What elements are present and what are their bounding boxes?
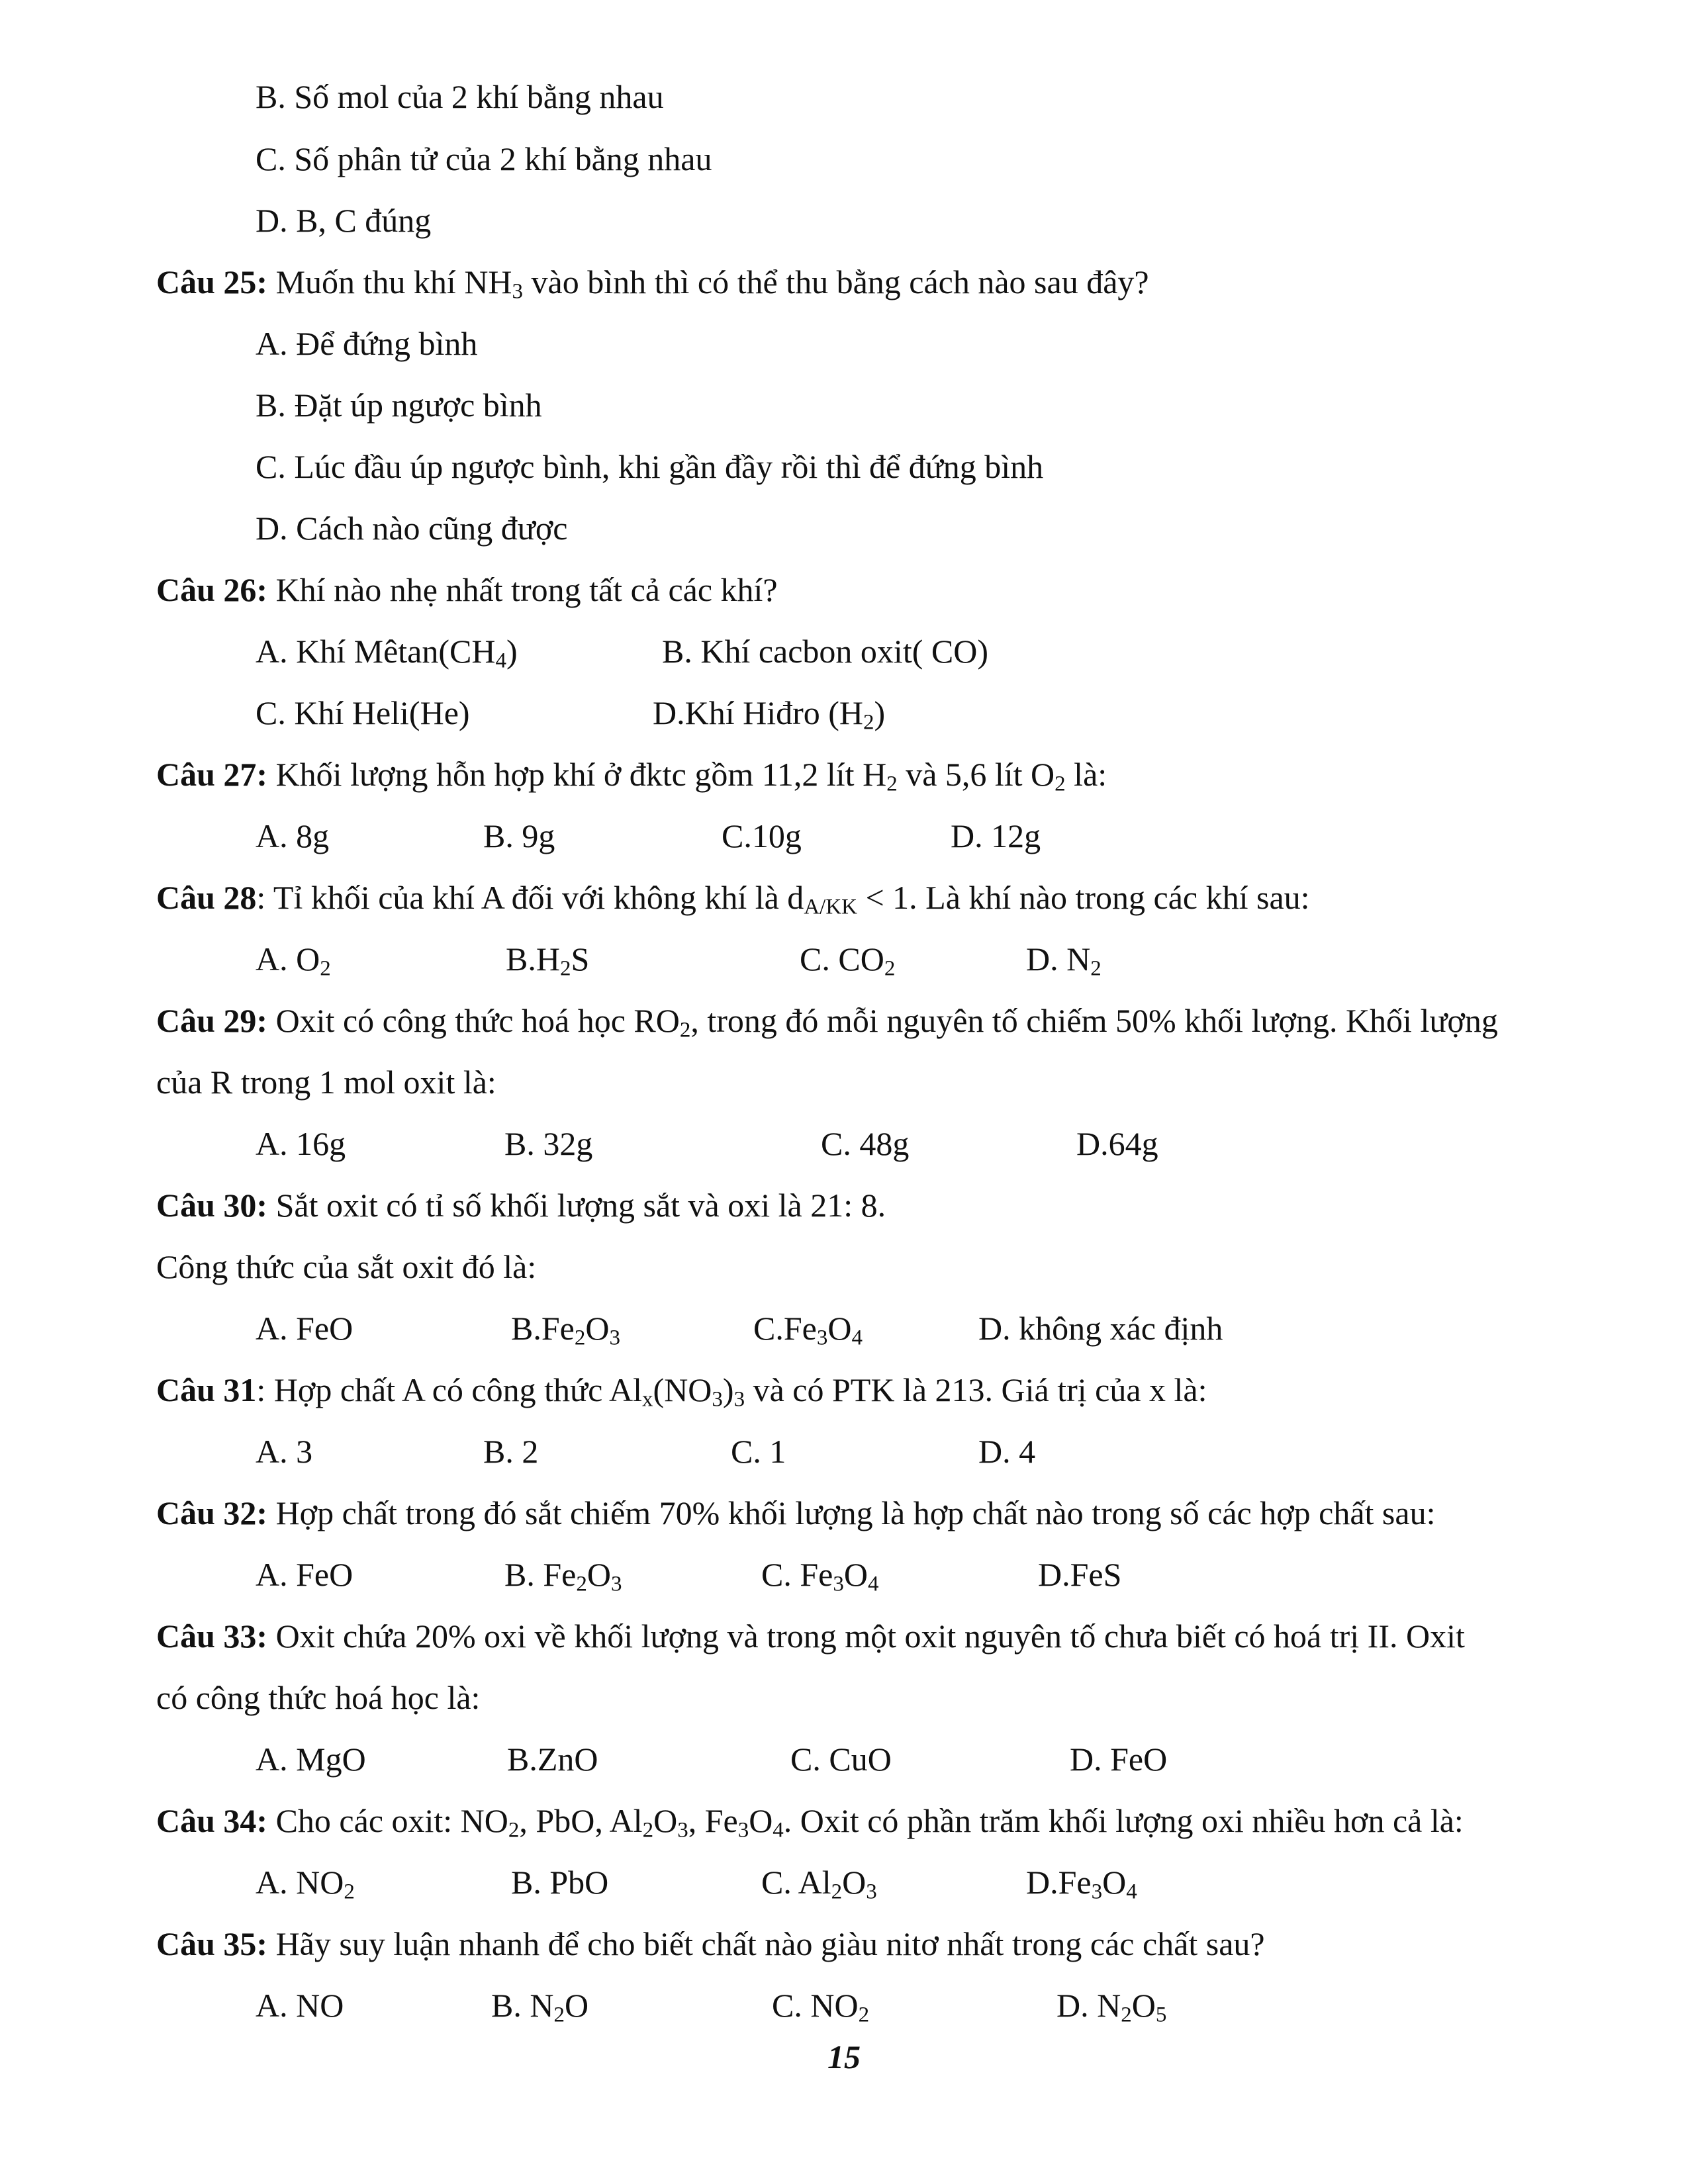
q30-option-b: $B.Fe_2O_3$ [511,1310,620,1350]
q31-option-c: C. 1 [731,1433,786,1470]
q27-option-c: C.10g [722,817,802,854]
q29-stem: Câu 29: Oxit có công thức hoá học $RO_2$, trong đó mỗi nguyên tố chiếm 50% khối lượng. Khối lượng [156,1002,1498,1042]
q25-label: Câu 25: [156,263,268,300]
q26-option-b: B. Khí cacbon oxit( CO) [662,633,988,670]
q33-option-b: B.ZnO [507,1741,598,1778]
q28-option-c: C. $CO_2$ [800,940,896,981]
q29-label: Câu 29: [156,1002,268,1039]
q29-option-c: C. 48g [821,1125,910,1162]
q30-option-c: $C.Fe_3O_4$ [753,1310,863,1350]
q26-option-c: C. Khí Heli(He) [256,694,470,731]
q35-option-d: D. $N_2O_5$ [1056,1987,1167,2027]
q28-label: Câu 28 [156,879,257,916]
q32-label: Câu 32: [156,1494,268,1531]
q31-stem: Câu 31: Hợp chất A có công thức $Al_x(NO_3)_3$ và có PTK là 213. Giá trị của x là: [156,1371,1207,1412]
q24-option-d: D. B, C đúng [256,202,432,239]
q30-option-a: A. FeO [256,1310,353,1347]
q30-option-d: D. không xác định [978,1310,1223,1347]
q25-option-c: C. Lúc đầu úp ngược bình, khi gần đầy rồi thì để đứng bình [256,448,1044,485]
q33-stem-line2: có công thức hoá học là: [156,1679,481,1716]
q29-option-b: B. 32g [504,1125,593,1162]
q29-stem-line2: của R trong 1 mol oxit là: [156,1064,496,1101]
q25-option-a: A. Để đứng bình [256,325,478,362]
q26-option-a: A. Khí $Mê\tan(CH_4)$ [256,633,518,673]
q34-label: Câu 34: [156,1802,268,1839]
q31-option-b: B. 2 [483,1433,539,1470]
q26-stem [156,570,778,610]
q35-label: Câu 35: [156,1925,268,1962]
q27-option-b: B. 9g [483,817,555,854]
q32-option-c: C. $Fe_3O_4$ [761,1556,879,1596]
q31-option-a: A. 3 [256,1433,313,1470]
q24-option-b: B. Số mol của 2 khí bằng nhau [256,78,664,115]
q33-stem: Câu 33: Oxit chứa 20% oxi về khối lượng và trong một oxit nguyên tố chưa biết có hoá trị II. Oxit [156,1617,1465,1655]
q28-stem: Câu 28: Tỉ khối của khí A đối với không khí là $d_{A/KK} < 1$. Là khí nào trong các khí sau: [156,879,1310,919]
q35-option-c: C. $NO_2$ [772,1987,870,2027]
q30-label: Câu 30: [156,1187,268,1224]
q34-option-c: C. $Al_2O_3$ [761,1864,877,1904]
q27-option-d: D. 12g [951,817,1041,854]
q26-option-d: D.Khí Hiđro $(H_2)$ [653,694,886,735]
q24-option-c: C. Số phân tử của 2 khí bằng nhau [256,140,712,177]
q31-option-d: D. 4 [978,1433,1036,1470]
q34-option-b: B. PbO [511,1864,609,1901]
q32-option-a: A. FeO [256,1556,353,1593]
q32-option-d: D.FeS [1038,1556,1122,1593]
q34-option-d: $D.Fe_3O_4$ [1026,1864,1137,1904]
q33-label: Câu 33: [156,1617,268,1655]
q25-option-d: D. Cách nào cũng được [256,510,568,547]
q26-label: Câu 26: [156,571,268,608]
q33-option-d: D. FeO [1070,1741,1168,1778]
q25-text: vào bình thì có thể thu bằng cách nào sau đây? [523,263,1149,300]
q29-option-a: A. 16g [256,1125,346,1162]
q28-option-b: $B.H_2S$ [506,940,590,981]
q35-stem: Câu 35: Hãy suy luận nhanh để cho biết chất nào giàu nitơ nhất trong các chất sau? [156,1925,1265,1962]
q27-stem: Câu 27: Khối lượng hỗn hợp khí ở đktc gồm 11,2 lít $H_2$ và 5,6 lít $O_2$ là: [156,756,1107,796]
q25-text: Muốn thu khí NH [267,263,512,300]
q34-stem: Câu 34: Cho các oxit: $NO_2$, PbO, $Al_2O_3$, $Fe_3O_4$. Oxit có phần trăm khối lượng oxi nhiều hơn cả là: [156,1802,1464,1843]
q25-sub: 3 [512,279,524,304]
q30-stem: Câu 30: Sắt oxit có tỉ số khối lượng sắt và oxi là 21: 8. [156,1187,886,1224]
q28-option-d: D. $N_2$ [1026,940,1102,981]
q34-option-a: A. $NO_2$ [256,1864,355,1904]
q27-option-a: A. 8g [256,817,330,854]
q35-option-a: A. NO [256,1987,344,2024]
page-number: 15 [827,2038,861,2075]
q32-stem: Câu 32: Hợp chất trong đó sắt chiếm 70% khối lượng là hợp chất nào trong số các hợp chất sau: [156,1494,1436,1531]
q25-option-b: B. Đặt úp ngược bình [256,387,542,424]
q33-option-a: A. MgO [256,1741,366,1778]
q31-label: Câu 31 [156,1371,257,1408]
q30-stem-line2: Công thức của sắt oxit đó là: [156,1248,537,1285]
q29-option-d: D.64g [1076,1125,1158,1162]
q28-option-a: A. $O_2$ [256,940,331,981]
q25-stem [156,262,1149,302]
q27-label: Câu 27: [156,756,268,793]
q35-option-b: B. $N_2O$ [491,1987,589,2027]
q26-text: Khí nào nhẹ nhất trong tất cả các khí? [267,571,778,608]
q32-option-b: B. $Fe_2O_3$ [504,1556,622,1596]
q33-option-c: C. CuO [790,1741,892,1778]
